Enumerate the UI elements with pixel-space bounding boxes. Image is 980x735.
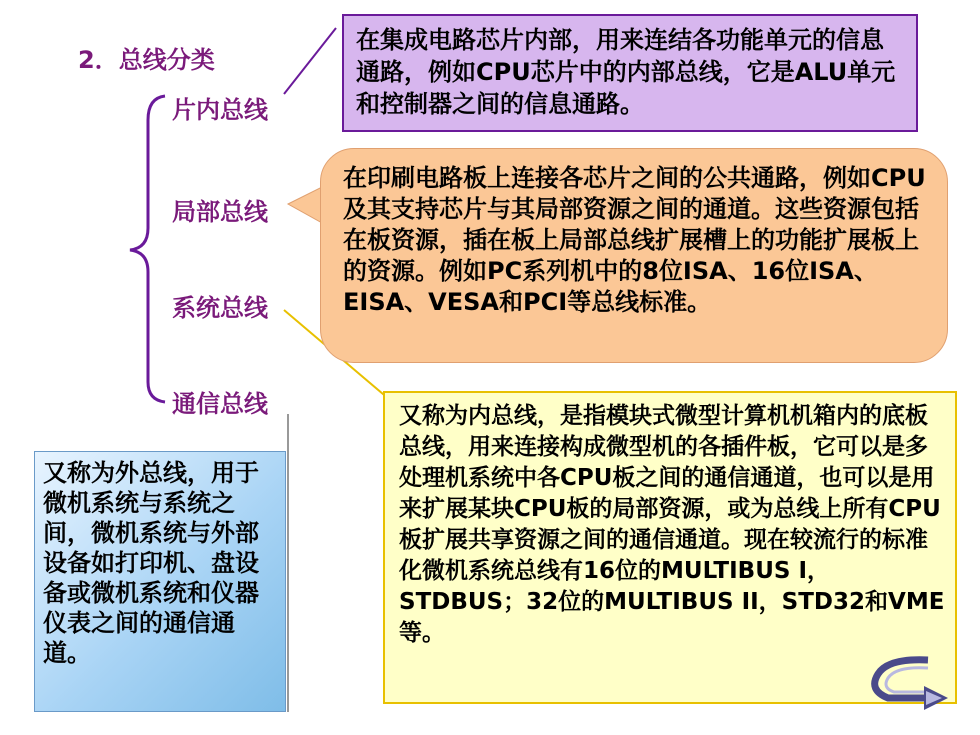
category-brace	[130, 96, 165, 402]
category-communication-bus: 通信总线	[172, 390, 268, 418]
system-bus-description: 又称为内总线，是指模块式微型计算机机箱内的底板总线，用来连接构成微型机的各插件板，它可以是多处理机系统中各CPU板之间的通信通道，也可以是用来扩展某块CPU板的局部资源，或为总线上所有CPU板扩展共享资源之间的通信通道。现在较流行的标准化微机系统总线有16位的MULTIBUS I，STDBUS；32位的MULTIBUS II，STD32和VME等。	[383, 391, 957, 704]
page-title: 2．总线分类	[78, 46, 215, 74]
return-arrow-icon[interactable]	[858, 654, 952, 718]
communication-bus-description: 又称为外总线，用于微机系统与系统之间，微机系统与外部设备如打印机、盘设备或微机系统和仪器仪表之间的通信通道。	[34, 451, 286, 712]
on-chip-bus-description: 在集成电路芯片内部，用来连结各功能单元的信息通路，例如CPU芯片中的内部总线，它是ALU单元和控制器之间的信息通路。	[342, 14, 918, 132]
category-local-bus: 局部总线	[172, 198, 268, 226]
on-chip-connector	[284, 28, 336, 94]
category-on-chip-bus: 片内总线	[172, 96, 268, 124]
category-system-bus: 系统总线	[172, 294, 268, 322]
local-bus-description: 在印刷电路板上连接各芯片之间的公共通路，例如CPU及其支持芯片与其局部资源之间的通道。这些资源包括在板资源，插在板上局部总线扩展槽上的功能扩展板上的资源。例如PC系列机中的8位ISA、16位ISA、EISA、VESA和PCI等总线标准。	[320, 148, 948, 363]
